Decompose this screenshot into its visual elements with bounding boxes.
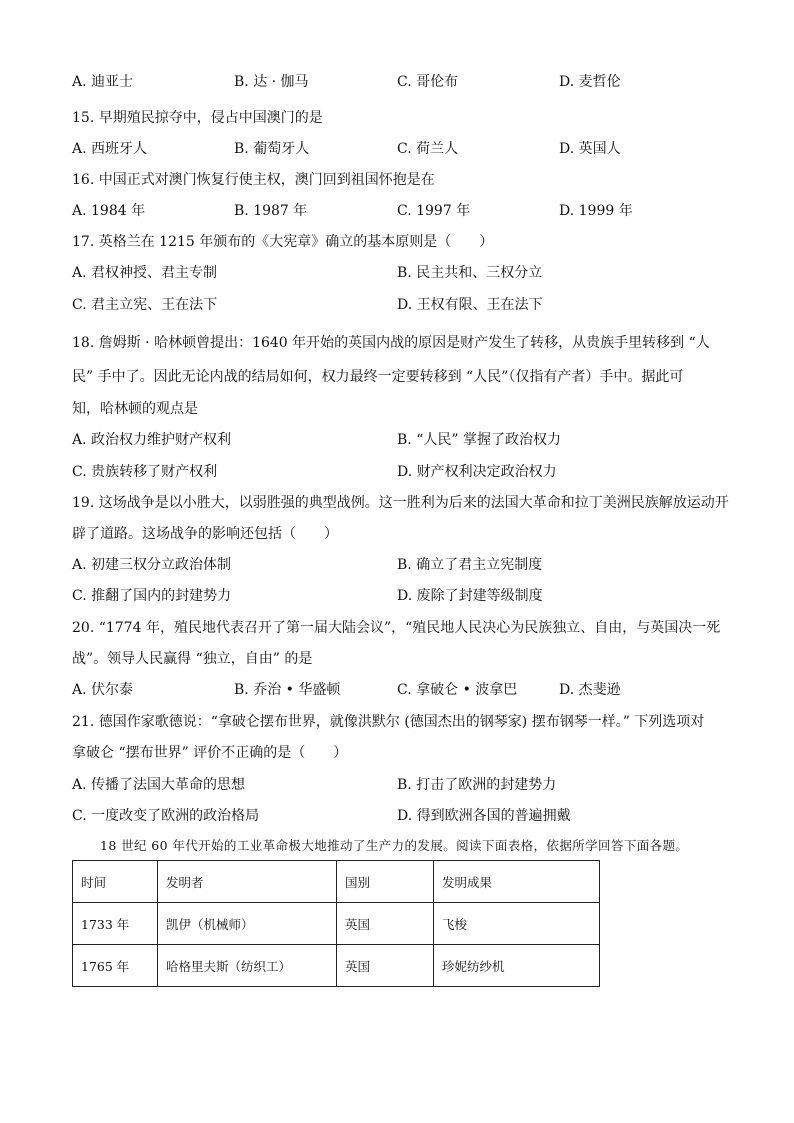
- q21-option-d: D. 得到欧洲各国的普遍拥戴: [397, 808, 571, 824]
- q19-stem-line-2: 辟了道路。这场战争的影响还包括（ ）: [72, 526, 338, 542]
- q17-option-a: A. 君权神授、君主专制: [72, 265, 218, 281]
- q21-option-b: B. 打击了欧洲的封建势力: [397, 777, 557, 793]
- q15-option-c: C. 荷兰人: [397, 141, 459, 157]
- q20-option-a: A. 伏尔泰: [72, 682, 134, 698]
- cell-invention: 珍妮纺纱机: [434, 945, 600, 987]
- q18-option-a: A. 政治权力维护财产权利: [72, 432, 232, 448]
- q21-option-c: C. 一度改变了欧洲的政治格局: [72, 808, 260, 824]
- q19-option-c: C. 推翻了国内的封建势力: [72, 588, 232, 604]
- q19-option-a: A. 初建三权分立政治体制: [72, 557, 232, 573]
- q20-option-b: B. 乔治 • 华盛顿: [234, 682, 341, 698]
- header-invention: 发明成果: [434, 861, 600, 903]
- q19-stem-line-1: 19. 这场战争是以小胜大，以弱胜强的典型战例。这一胜利为后来的法国大革命和拉丁美洲民族解放运动开: [72, 495, 729, 511]
- q19-option-b: B. 确立了君主立宪制度: [397, 557, 543, 573]
- q20-option-d: D. 杰斐逊: [559, 682, 621, 698]
- q15-stem: 15. 早期殖民掠夺中，侵占中国澳门的是: [72, 110, 323, 126]
- cell-country: 英国: [337, 945, 434, 987]
- table-row: [73, 945, 600, 987]
- q21-option-a: A. 传播了法国大革命的思想: [72, 777, 246, 793]
- q15-option-a: A. 西班牙人: [72, 141, 148, 157]
- cell-country: 英国: [337, 903, 434, 945]
- q18-stem-line-2: 民” 手中了。因此无论内战的结局如何，权力最终一定要转移到 “人民”（仅指有产者）手中。据此可: [72, 369, 684, 385]
- q21-stem-line-2: 拿破仑 “摆布世界” 评价不正确的是（ ）: [72, 745, 348, 761]
- q16-option-d: D. 1999 年: [559, 203, 633, 219]
- cell-inventor: 哈格里夫斯（纺织工）: [158, 945, 337, 987]
- q21-stem-line-1: 21. 德国作家歌德说：“拿破仑摆布世界，就像洪默尔 (德国杰出的钢琴家) 摆布钢琴一样。” 下列选项对: [72, 714, 705, 730]
- table-row: [73, 903, 600, 945]
- q17-stem: 17. 英格兰在 1215 年颁布的《大宪章》确立的基本原则是（ ）: [72, 234, 494, 250]
- q18-stem-line-1: 18. 詹姆斯 · 哈林顿曾提出：1640 年开始的英国内战的原因是财产发生了转移，从贵族手里转移到 “人: [72, 335, 710, 351]
- q20-option-c: C. 拿破仑 • 波拿巴: [397, 682, 518, 698]
- header-inventor: 发明者: [158, 861, 337, 903]
- header-time: 时间: [73, 861, 158, 903]
- q16-option-c: C. 1997 年: [397, 203, 471, 219]
- q16-option-a: A. 1984 年: [72, 203, 146, 219]
- q14-option-d: D. 麦哲伦: [559, 74, 621, 90]
- q16-stem: 16. 中国正式对澳门恢复行使主权，澳门回到祖国怀抱是在: [72, 172, 435, 188]
- q17-option-c: C. 君主立宪、王在法下: [72, 297, 218, 313]
- cell-time: 1733 年: [73, 903, 158, 945]
- q17-option-d: D. 王权有限、王在法下: [397, 297, 543, 313]
- material-intro: 18 世纪 60 年代开始的工业革命极大地推动了生产力的发展。阅读下面表格，依据所学回答下面各题。: [100, 838, 689, 853]
- invention-table: [72, 860, 600, 987]
- q14-option-a: A. 迪亚士: [72, 74, 134, 90]
- q20-stem-line-1: 20. “1774 年，殖民地代表召开了第一届大陆会议”，“殖民地人民决心为民族独立、自由，与英国决一死: [72, 620, 721, 636]
- header-country: 国别: [337, 861, 434, 903]
- q18-option-b: B. “人民” 掌握了政治权力: [397, 432, 561, 448]
- cell-invention: 飞梭: [434, 903, 600, 945]
- q15-option-b: B. 葡萄牙人: [234, 141, 310, 157]
- cell-inventor: 凯伊（机械师）: [158, 903, 337, 945]
- q19-option-d: D. 废除了封建等级制度: [397, 588, 543, 604]
- q18-option-d: D. 财产权利决定政治权力: [397, 464, 557, 480]
- q18-stem-line-3: 知，哈林顿的观点是: [72, 401, 198, 417]
- cell-time: 1765 年: [73, 945, 158, 987]
- q18-option-c: C. 贵族转移了财产权利: [72, 464, 218, 480]
- q20-stem-line-2: 战”。领导人民赢得 “独立，自由” 的是: [72, 651, 313, 667]
- q17-option-b: B. 民主共和、三权分立: [397, 265, 543, 281]
- table-header-row: [73, 861, 600, 903]
- q15-option-d: D. 英国人: [559, 141, 621, 157]
- q16-option-b: B. 1987 年: [234, 203, 308, 219]
- q14-option-b: B. 达 · 伽马: [234, 74, 309, 90]
- q14-option-c: C. 哥伦布: [397, 74, 459, 90]
